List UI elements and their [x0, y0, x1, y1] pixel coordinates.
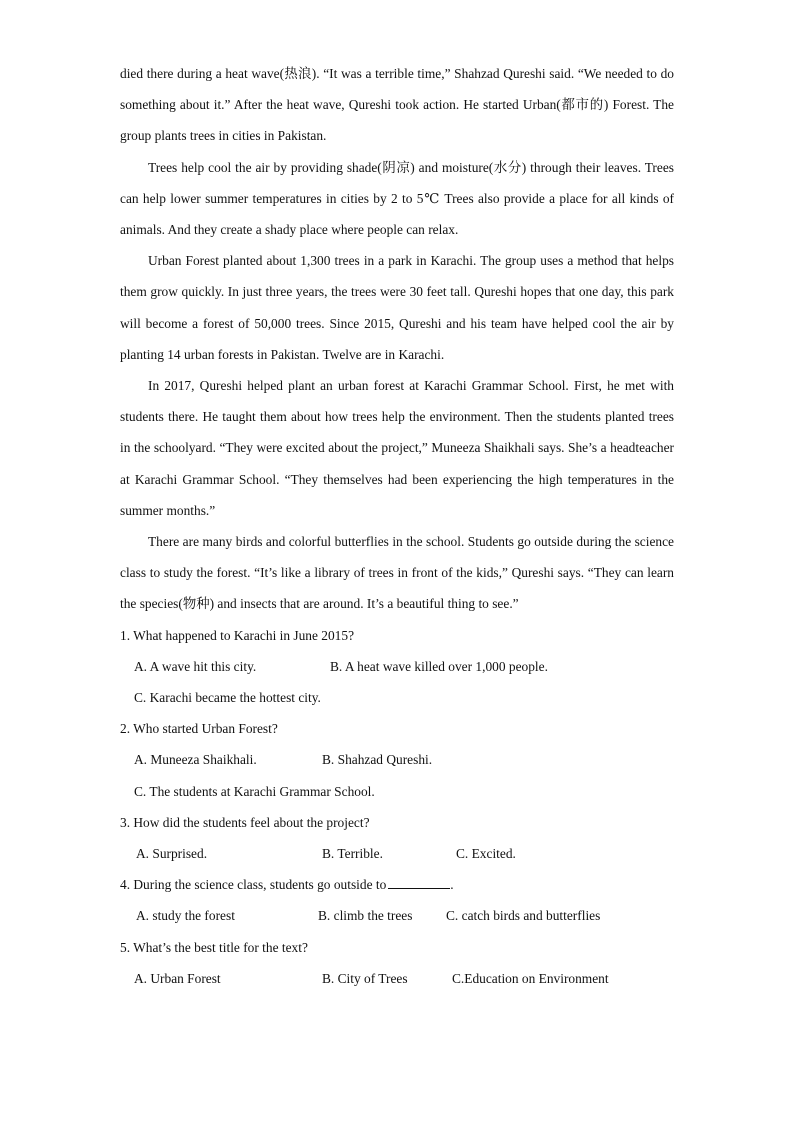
document-page	[120, 58, 674, 994]
question-3-option-c: C. Excited.	[456, 846, 516, 862]
question-3-stem: 3. How did the students feel about the project?	[120, 814, 370, 830]
passage-paragraph-2: Trees help cool the air by providing shade(阴凉) and moisture(水分) through their leaves. Trees can help lower summer temperatures in cities by 2 to 5℃ Trees also provide a place for all kinds of animals. And they create a shady place where people can relax.	[120, 159, 674, 238]
question-4-stem-end: .	[450, 877, 454, 893]
question-5-option-c: C.Education on Environment	[452, 970, 609, 986]
question-1-option-a: A. A wave hit this city.	[134, 658, 257, 674]
question-5-options-row	[120, 963, 674, 994]
question-2-stem: 2. Who started Urban Forest?	[120, 721, 278, 737]
question-2-option-c: C. The students at Karachi Grammar School.	[134, 783, 375, 799]
question-5-option-b: B. City of Trees	[322, 970, 408, 986]
answer-blank	[388, 874, 450, 889]
question-1-option-b: B. A heat wave killed over 1,000 people.	[330, 658, 548, 674]
question-1-options-row-1	[120, 651, 674, 682]
question-4-option-c: C. catch birds and butterflies	[446, 908, 601, 924]
question-4-stem-line	[120, 869, 674, 900]
question-5-stem: 5. What’s the best title for the text?	[120, 939, 308, 955]
passage-paragraph-3: Urban Forest planted about 1,300 trees in a park in Karachi. The group uses a method that helps them grow quickly. In just three years, the trees were 30 feet tall. Qureshi hopes that one day, this park will become a forest of 50,000 trees. Since 2015, Qureshi and his team have helped cool the air by planting 14 urban forests in Pakistan. Twelve are in Karachi.	[120, 253, 674, 362]
question-4-option-a: A. study the forest	[136, 908, 235, 924]
question-5-option-a: A. Urban Forest	[134, 970, 221, 986]
question-4-options-row	[120, 900, 674, 931]
passage-paragraph-5: There are many birds and colorful butterflies in the school. Students go outside during the science class to study the forest. “It’s like a library of trees in front of the kids,” Qureshi says. “They can learn the species(物种) and insects that are around. It’s a beautiful thing to see.”	[120, 534, 674, 612]
question-4-stem: 4. During the science class, students go outside to	[120, 877, 387, 893]
question-4-option-b: B. climb the trees	[318, 908, 413, 924]
question-2-option-b: B. Shahzad Qureshi.	[322, 752, 433, 768]
question-1-option-c: C. Karachi became the hottest city.	[134, 690, 321, 706]
question-3-option-b: B. Terrible.	[322, 846, 383, 862]
passage-paragraph-4: In 2017, Qureshi helped plant an urban forest at Karachi Grammar School. First, he met with students there. He taught them about how trees help the environment. Then the students planted trees in the schoolyard. “They were excited about the project,” Muneeza Shaikhali says. She’s a headteacher at Karachi Grammar School. “They themselves had been experiencing the high temperatures in the summer months.”	[120, 378, 674, 518]
question-2-options-row-2	[120, 776, 674, 807]
question-1-options-row-2	[120, 682, 674, 713]
question-3-options-row	[120, 838, 674, 869]
passage-paragraph-1: died there during a heat wave(热浪). “It was a terrible time,” Shahzad Qureshi said. “We needed to do something about it.” After the heat wave, Qureshi took action. He started Urban(都市的) Forest. The group plants trees in cities in Pakistan.	[120, 66, 674, 144]
question-1-stem: 1. What happened to Karachi in June 2015?	[120, 627, 355, 643]
question-3-option-a: A. Surprised.	[136, 846, 208, 862]
question-2-option-a: A. Muneeza Shaikhali.	[134, 752, 257, 768]
question-2-options-row-1	[120, 744, 674, 775]
